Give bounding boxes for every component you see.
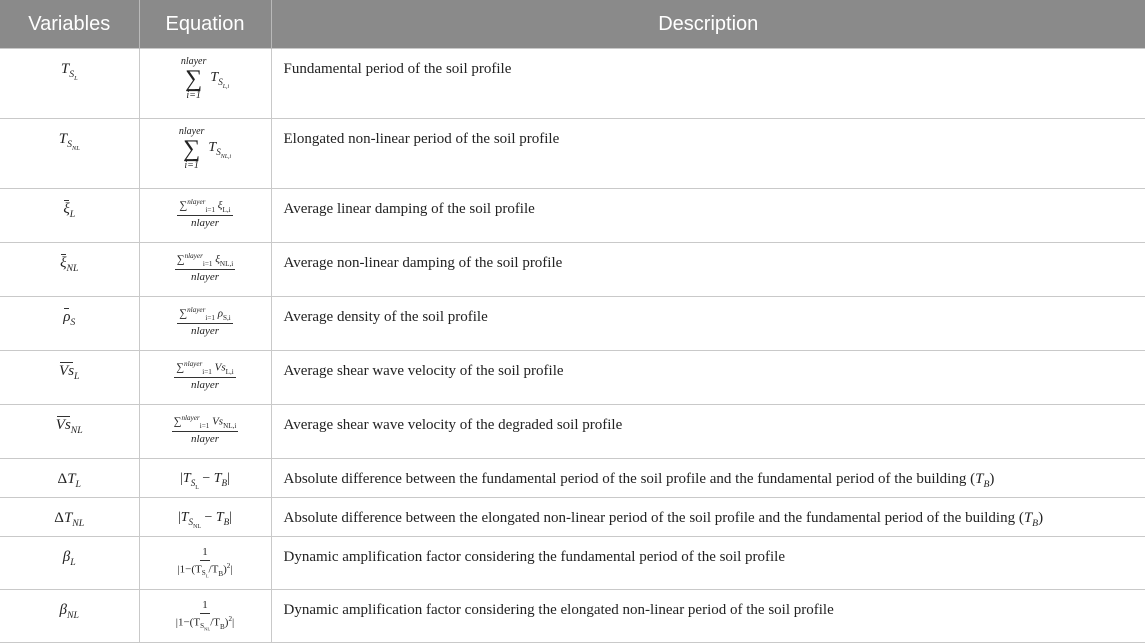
equation-cell: nlayer ∑ i=1 $T_{S_{NL,i}}$ bbox=[139, 119, 271, 189]
equation-cell: $\frac{1}{|1-(T_{S_L}/T_B)^2|}$ bbox=[139, 537, 271, 590]
description-text: Absolute difference between the elongated non-linear period of the soil profile and the fundamental period of the building ( bbox=[283, 510, 1024, 526]
table-row bbox=[0, 119, 1145, 189]
description-cell: Dynamic amplification factor considering the fundamental period of the soil profile bbox=[271, 537, 1145, 590]
header-equation: Equation bbox=[139, 0, 271, 49]
equation-cell: $|T_{S_{NL}} - T_B|$ bbox=[139, 498, 271, 537]
equation-cell: $|T_{S_L} - T_B|$ bbox=[139, 459, 271, 498]
equation-cell: $\frac{\sum^{nlayer}_{i=1} \xi_{NL,i}}{\text{nlayer}}$ bbox=[139, 243, 271, 297]
variable-cell: $\beta_{NL}$ bbox=[0, 590, 139, 643]
variable-cell: $\xi_{NL}$ bbox=[0, 243, 139, 297]
description-cell: Average density of the soil profile bbox=[271, 297, 1145, 351]
table-row bbox=[0, 537, 1145, 590]
table-row bbox=[0, 49, 1145, 119]
variable-cell: $Vs_{NL}$ bbox=[0, 405, 139, 459]
table-row bbox=[0, 405, 1145, 459]
table-row bbox=[0, 351, 1145, 405]
table-row bbox=[0, 498, 1145, 537]
description-cell: Absolute difference between the fundamental period of the soil profile and the fundamental period of the building $(T_B)$ bbox=[271, 459, 1145, 498]
variable-cell: $T_{S_L}$ bbox=[0, 49, 139, 119]
description-text: Absolute difference between the fundamental period of the soil profile and the fundamental period of the building ( bbox=[283, 471, 976, 487]
header-row bbox=[0, 0, 1145, 49]
variable-cell: $T_{S_{NL}}$ bbox=[0, 119, 139, 189]
table-row bbox=[0, 459, 1145, 498]
variable-cell: $\xi_L$ bbox=[0, 189, 139, 243]
description-cell: Average shear wave velocity of the soil profile bbox=[271, 351, 1145, 405]
table-row bbox=[0, 243, 1145, 297]
equation-cell: $\frac{\sum^{nlayer}_{i=1} Vs_{NL,i}}{\text{nlayer}}$ bbox=[139, 405, 271, 459]
variable-cell: $\Delta T_L$ bbox=[0, 459, 139, 498]
table-row bbox=[0, 297, 1145, 351]
equation-cell: $\frac{\sum^{nlayer}_{i=1} \rho_{S,i}}{\text{nlayer}}$ bbox=[139, 297, 271, 351]
equation-cell: $\frac{\sum^{nlayer}_{i=1} \xi_{L,i}}{\text{nlayer}}$ bbox=[139, 189, 271, 243]
variable-cell: $\rho_S$ bbox=[0, 297, 139, 351]
description-cell: Average shear wave velocity of the degraded soil profile bbox=[271, 405, 1145, 459]
header-variables: Variables bbox=[0, 0, 139, 49]
header-description: Description bbox=[271, 0, 1145, 49]
description-cell: Fundamental period of the soil profile bbox=[271, 49, 1145, 119]
description-cell: Average linear damping of the soil profile bbox=[271, 189, 1145, 243]
table-row bbox=[0, 189, 1145, 243]
description-cell: Dynamic amplification factor considering the elongated non-linear period of the soil profile bbox=[271, 590, 1145, 643]
variable-cell: $\Delta T_{NL}$ bbox=[0, 498, 139, 537]
equation-cell: $\frac{\sum^{nlayer}_{i=1} Vs_{L,i}}{\text{nlayer}}$ bbox=[139, 351, 271, 405]
variable-cell: $\beta_L$ bbox=[0, 537, 139, 590]
table-row bbox=[0, 590, 1145, 643]
equation-cell: nlayer ∑ i=1 $T_{S_{L,i}}$ bbox=[139, 49, 271, 119]
description-cell: Elongated non-linear period of the soil profile bbox=[271, 119, 1145, 189]
variable-cell: $Vs_L$ bbox=[0, 351, 139, 405]
equation-cell: $\frac{1}{|1-(T_{S_{NL}}/T_B)^2|}$ bbox=[139, 590, 271, 643]
description-cell: Absolute difference between the elongated non-linear period of the soil profile and the fundamental period of the building $(T_B)$ bbox=[271, 498, 1145, 537]
description-cell: Average non-linear damping of the soil profile bbox=[271, 243, 1145, 297]
